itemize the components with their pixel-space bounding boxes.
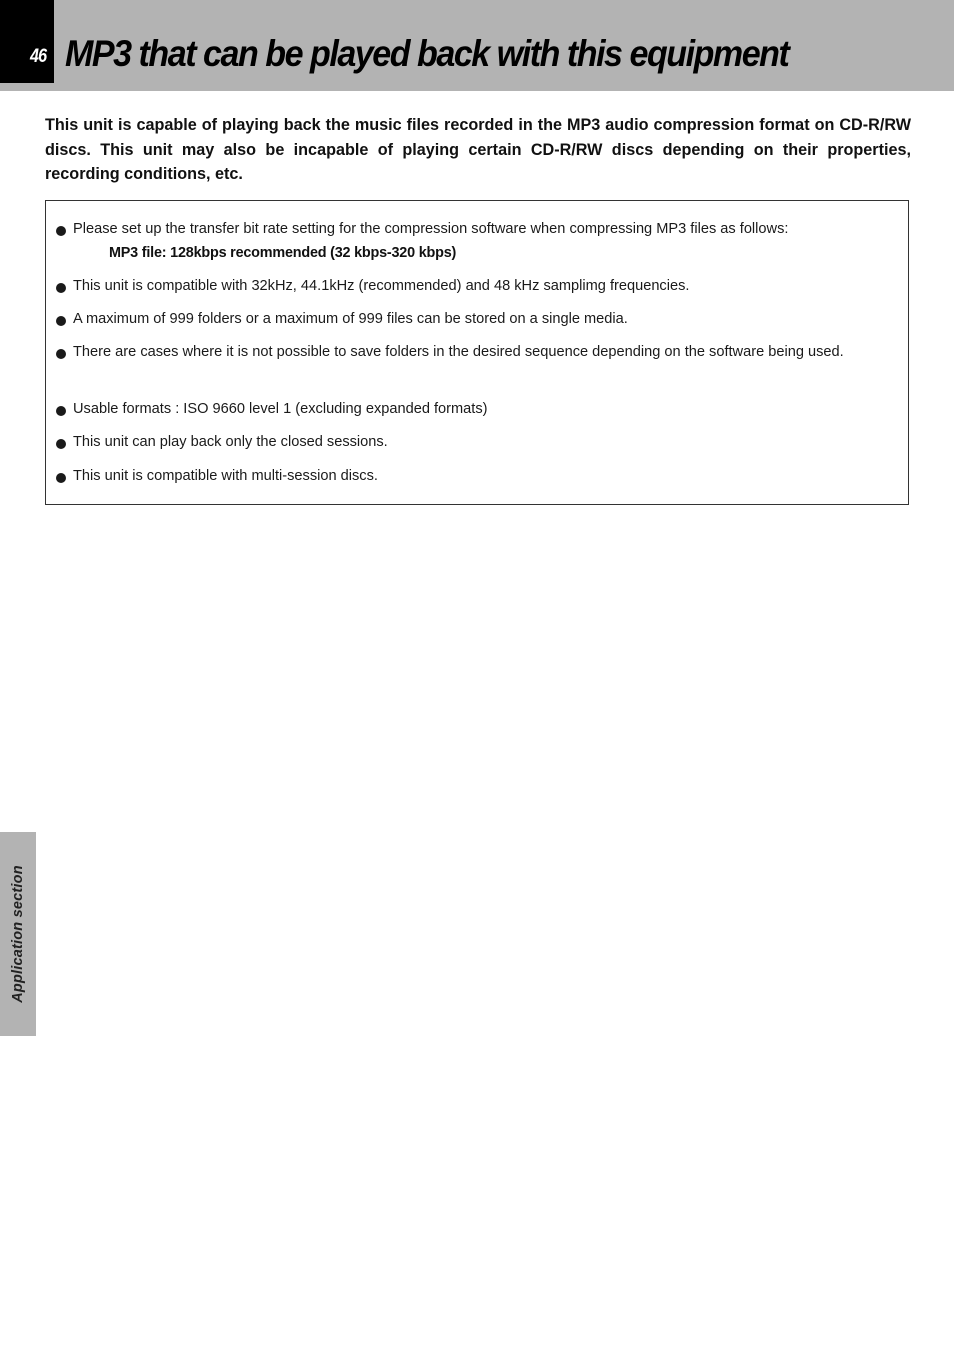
bitrate-recommendation: MP3 file: 128kbps recommended (32 kbps-320 kbps) — [109, 245, 457, 261]
bullet-icon — [56, 226, 66, 236]
page-number-tab — [0, 0, 54, 83]
bullet-icon — [56, 316, 66, 326]
bullet-icon — [56, 349, 66, 359]
list-item-text: This unit is compatible with multi-session discs. — [73, 468, 378, 484]
list-item-text: Usable formats : ISO 9660 level 1 (excluding expanded formats) — [73, 401, 488, 417]
list-item-text: This unit can play back only the closed sessions. — [73, 434, 388, 450]
list-item-max-folders — [46, 307, 886, 331]
section-side-tab — [0, 832, 36, 1036]
section-label: Application section — [10, 865, 26, 1003]
list-item-formats — [46, 397, 886, 421]
bullet-icon — [56, 283, 66, 293]
list-item-text: This unit is compatible with 32kHz, 44.1kHz (recommended) and 48 kHz samplimg frequencies. — [73, 278, 690, 294]
notes-box — [45, 200, 909, 505]
list-item-text: There are cases where it is not possible to save folders in the desired sequence depending on the software being used. — [73, 344, 844, 360]
list-item-bitrate — [46, 217, 886, 265]
bullet-icon — [56, 473, 66, 483]
list-item-text: A maximum of 999 folders or a maximum of 999 files can be stored on a single media. — [73, 311, 628, 327]
list-item-sampling — [46, 274, 886, 298]
intro-paragraph: This unit is capable of playing back the music files recorded in the MP3 audio compression format on CD-R/RW discs. This unit may also be incapable of playing certain CD-R/RW discs depending on their properties, recording conditions, etc. — [45, 116, 911, 183]
list-item-multi-session — [46, 464, 886, 488]
list-item-closed-sessions — [46, 430, 886, 454]
list-item-folder-sequence — [46, 340, 886, 364]
bullet-icon — [56, 439, 66, 449]
list-item-text: Please set up the transfer bit rate setting for the compression software when compressing MP3 files as follows: — [73, 221, 789, 237]
page-number: 46 — [30, 46, 47, 67]
page-title: MP3 that can be played back with this equipment — [65, 33, 789, 74]
bullet-icon — [56, 406, 66, 416]
